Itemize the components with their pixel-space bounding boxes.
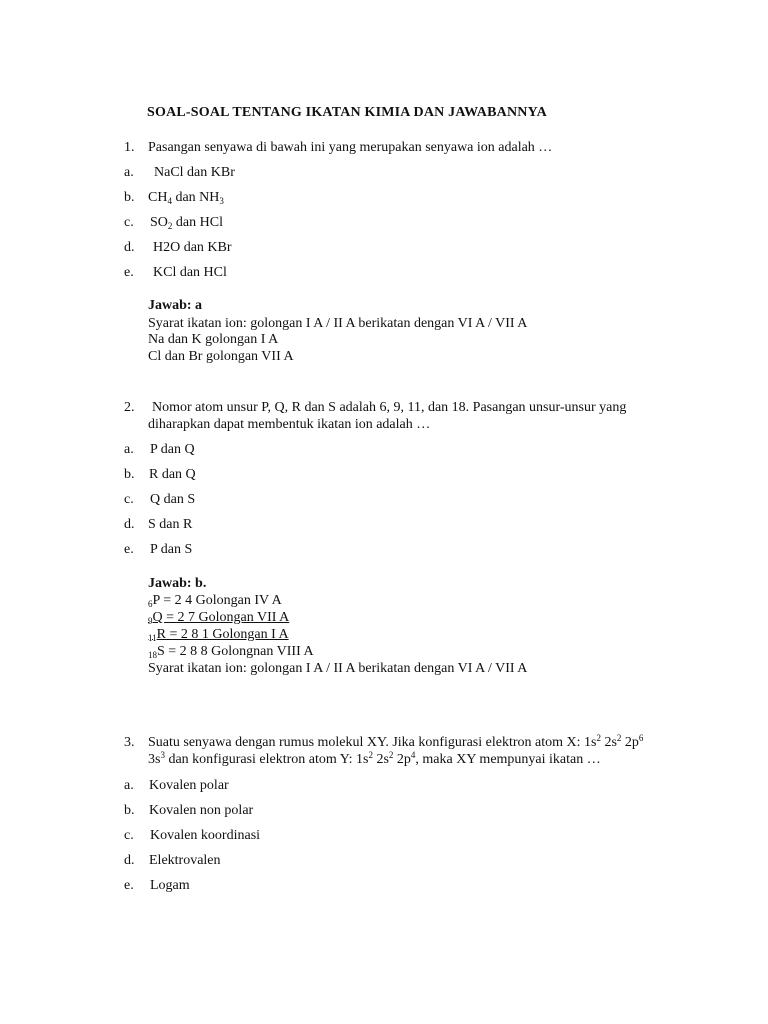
question-2-number: 2. (124, 400, 135, 415)
q3-option-e-letter: e. (124, 878, 134, 893)
q2-explanation: Syarat ikatan ion: golongan I A / II A berikatan dengan VI A / VII A (148, 661, 528, 676)
q1-explanation-line: Na dan K golongan I A (148, 332, 279, 347)
question-2-text-line1: Nomor atom unsur P, Q, R dan S adalah 6, 9, 11, dan 18. Pasangan unsur-unsur yang (152, 400, 627, 415)
q1-option-d-letter: d. (124, 240, 135, 255)
question-3-number: 3. (124, 735, 135, 750)
q2-option-e-text: P dan S (150, 542, 193, 557)
q3-option-c-letter: c. (124, 828, 134, 843)
atomic-number: 6 (148, 599, 153, 609)
q3-option-e-text: Logam (150, 878, 190, 893)
q2-option-a-letter: a. (124, 442, 134, 457)
config-row-s: $_{18}$S = 2 8 8 Golongnan VIII A (148, 644, 314, 660)
q2-option-e-letter: e. (124, 542, 134, 557)
question-1-number: 1. (124, 140, 135, 155)
question-3-text-line1: Suatu senyawa dengan rumus molekul XY. Jika konfigurasi elektron atom X: $1s^2$ $2s^2$ $2p^6$ (148, 733, 644, 750)
q1-explanation-line: Syarat ikatan ion: golongan I A / II A berikatan dengan VI A / VII A (148, 316, 528, 331)
atomic-number: 18 (148, 650, 157, 660)
config-row-q: $_9$Q = 2 7 Golongan VII A (148, 610, 290, 626)
q2-option-d-text: S dan R (148, 517, 193, 532)
config-row-r: $_{11}$R = 2 8 1 Golongan I A (148, 627, 289, 643)
q1-option-a-letter: a. (124, 165, 134, 180)
q3-option-d-letter: d. (124, 853, 135, 868)
q2-option-d-letter: d. (124, 517, 135, 532)
q1-option-c-text: $SO_2$ dan HCl (150, 215, 223, 231)
config-row-p: $_6$P = 2 4 Golongan IV A (148, 593, 282, 609)
q3-option-a-text: Kovalen polar (149, 778, 229, 793)
q1-option-e-letter: e. (124, 265, 134, 280)
q1-explanation-line: Cl dan Br golongan VII A (148, 349, 294, 364)
q1-option-b-text: $CH_4$ dan $NH_3$ (148, 190, 224, 206)
q1-option-c-letter: c. (124, 215, 134, 230)
q2-option-b-text: R dan Q (149, 467, 196, 482)
q3-option-b-text: Kovalen non polar (149, 803, 254, 818)
q2-option-c-text: Q dan S (150, 492, 196, 507)
question-1-text: Pasangan senyawa di bawah ini yang merupakan senyawa ion adalah … (148, 140, 553, 155)
question-2-text-line2: diharapkan dapat membentuk ikatan ion adalah … (148, 417, 431, 432)
q1-option-a-text: NaCl dan KBr (154, 165, 235, 180)
q2-option-b-letter: b. (124, 467, 135, 482)
q1-answer: Jawab: a (148, 298, 203, 313)
q2-option-c-letter: c. (124, 492, 134, 507)
question-3-text-line2: $3s^3$ dan konfigurasi elektron atom Y: $1s^2$ $2s^2$ $2p^4$, maka XY mempunyai ikatan … (148, 750, 601, 767)
atomic-number: 9 (148, 616, 153, 626)
q1-option-b-letter: b. (124, 190, 135, 205)
q3-option-d-text: Elektrovalen (149, 853, 221, 868)
q3-option-a-letter: a. (124, 778, 134, 793)
q2-answer: Jawab: b. (148, 576, 207, 591)
q3-option-b-letter: b. (124, 803, 135, 818)
atomic-number: 11 (148, 633, 157, 643)
q1-option-e-text: KCl dan HCl (153, 265, 227, 280)
q2-option-a-text: P dan Q (150, 442, 195, 457)
q3-option-c-text: Kovalen koordinasi (150, 828, 261, 843)
page-title: SOAL-SOAL TENTANG IKATAN KIMIA DAN JAWABANNYA (147, 105, 547, 120)
q1-option-d-text: H2O dan KBr (153, 240, 232, 255)
